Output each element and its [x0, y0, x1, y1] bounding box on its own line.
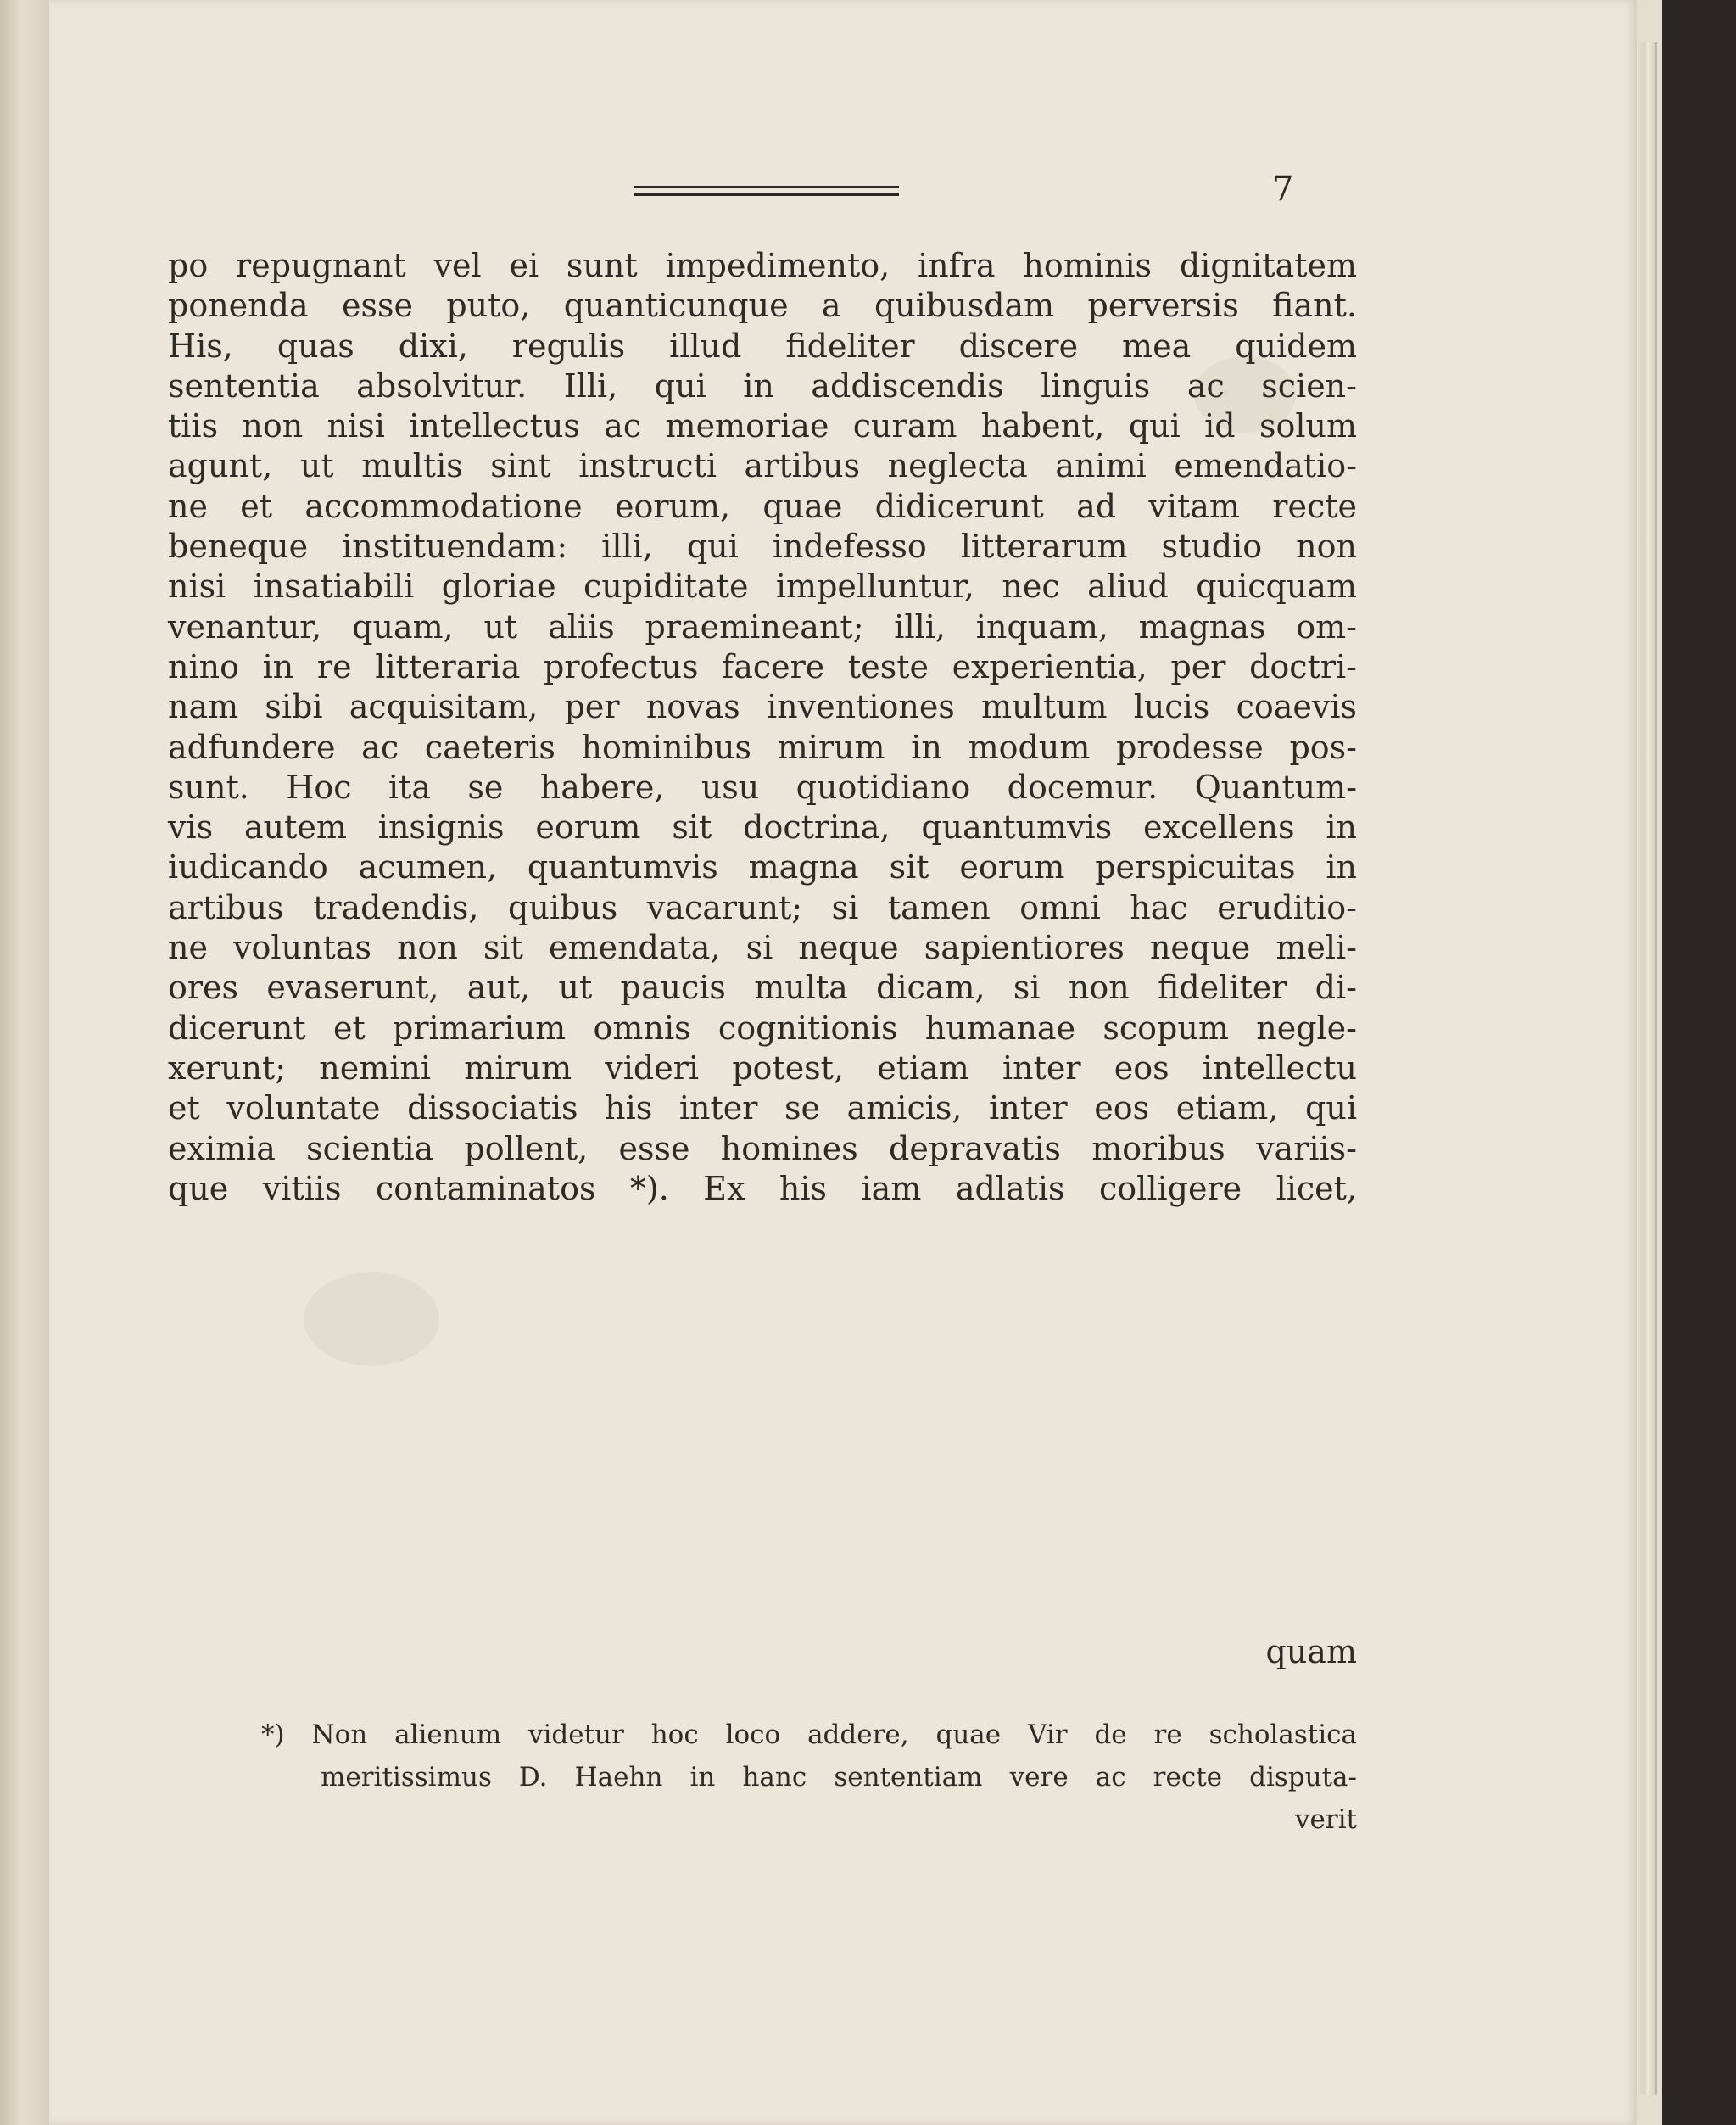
body-text — [168, 246, 1357, 1209]
text-line: vis autem insignis eorum sit doctrina, quantumvis excellens in — [168, 808, 1357, 847]
text-line: et voluntate dissociatis his inter se amicis, inter eos etiam, qui — [168, 1089, 1357, 1127]
footnote-line: meritissimus D. Haehn in hanc sententiam vere ac recte disputa- — [321, 1762, 1357, 1792]
text-line: nino in re litteraria profectus facere teste experientia, per doctri- — [168, 647, 1357, 685]
text-line: dicerunt et primarium omnis cognitionis humanae scopum negle- — [168, 1009, 1357, 1047]
footnote-line: *) Non alienum videtur hoc loco addere, quae Vir de re scholastica — [261, 1720, 1357, 1750]
footnote-line: verit — [1294, 1804, 1357, 1835]
text-line: ponenda esse puto, quanticunque a quibusdam perversis fiant. — [168, 287, 1357, 325]
page-stack-edge — [1637, 42, 1657, 2095]
text-line: agunt, ut multis sint instructi artibus neglecta animi emendatio- — [168, 447, 1357, 485]
text-line: venantur, quam, ut aliis praemineant; illi, inquam, magnas om- — [168, 607, 1357, 646]
text-line: tiis non nisi intellectus ac memoriae curam habent, qui id solum — [168, 407, 1357, 445]
text-line: po repugnant vel ei sunt impedimento, infra hominis dignitatem — [168, 247, 1357, 284]
text-line: ne et accommodatione eorum, quae didicerunt ad vitam recte — [168, 487, 1357, 525]
page-number: 7 — [1272, 170, 1294, 209]
footnote — [168, 1714, 1357, 1841]
text-line: sunt. Hoc ita se habere, usu quotidiano docemur. Quantum- — [168, 768, 1357, 806]
text-line: ne voluntas non sit emendata, si neque sapientiores neque meli- — [168, 929, 1357, 967]
book-gutter — [0, 0, 51, 2125]
text-line: ores evaserunt, aut, ut paucis multa dicam, si non fideliter di- — [168, 969, 1357, 1007]
catchword: quam — [1265, 1633, 1357, 1670]
text-line: His, quas dixi, regulis illud fideliter discere mea quidem — [168, 327, 1357, 365]
paper-stain — [304, 1272, 439, 1366]
text-line: xerunt; nemini mirum videri potest, etiam inter eos intellectu — [168, 1049, 1357, 1087]
text-line: nisi insatiabili gloriae cupiditate impelluntur, nec aliud quicquam — [168, 568, 1357, 606]
text-line: eximia scientia pollent, esse homines depravatis moribus variis- — [168, 1129, 1357, 1167]
text-line: artibus tradendis, quibus vacarunt; si tamen omni hac eruditio- — [168, 888, 1357, 926]
text-line: nam sibi acquisitam, per novas inventiones multum lucis coaevis — [168, 688, 1357, 726]
header-ornament-rule — [634, 186, 899, 196]
text-line: sententia absolvitur. Illi, qui in addiscendis linguis ac scien- — [168, 366, 1357, 405]
text-line: que vitiis contaminatos *). Ex his iam adlatis colligere licet, — [168, 1169, 1357, 1207]
text-line: iudicando acumen, quantumvis magna sit eorum perspicuitas in — [168, 848, 1357, 886]
text-line: adfundere ac caeteris hominibus mirum in modum prodesse pos- — [168, 728, 1357, 766]
text-line: beneque instituendam: illi, qui indefesso litterarum studio non — [168, 528, 1357, 566]
